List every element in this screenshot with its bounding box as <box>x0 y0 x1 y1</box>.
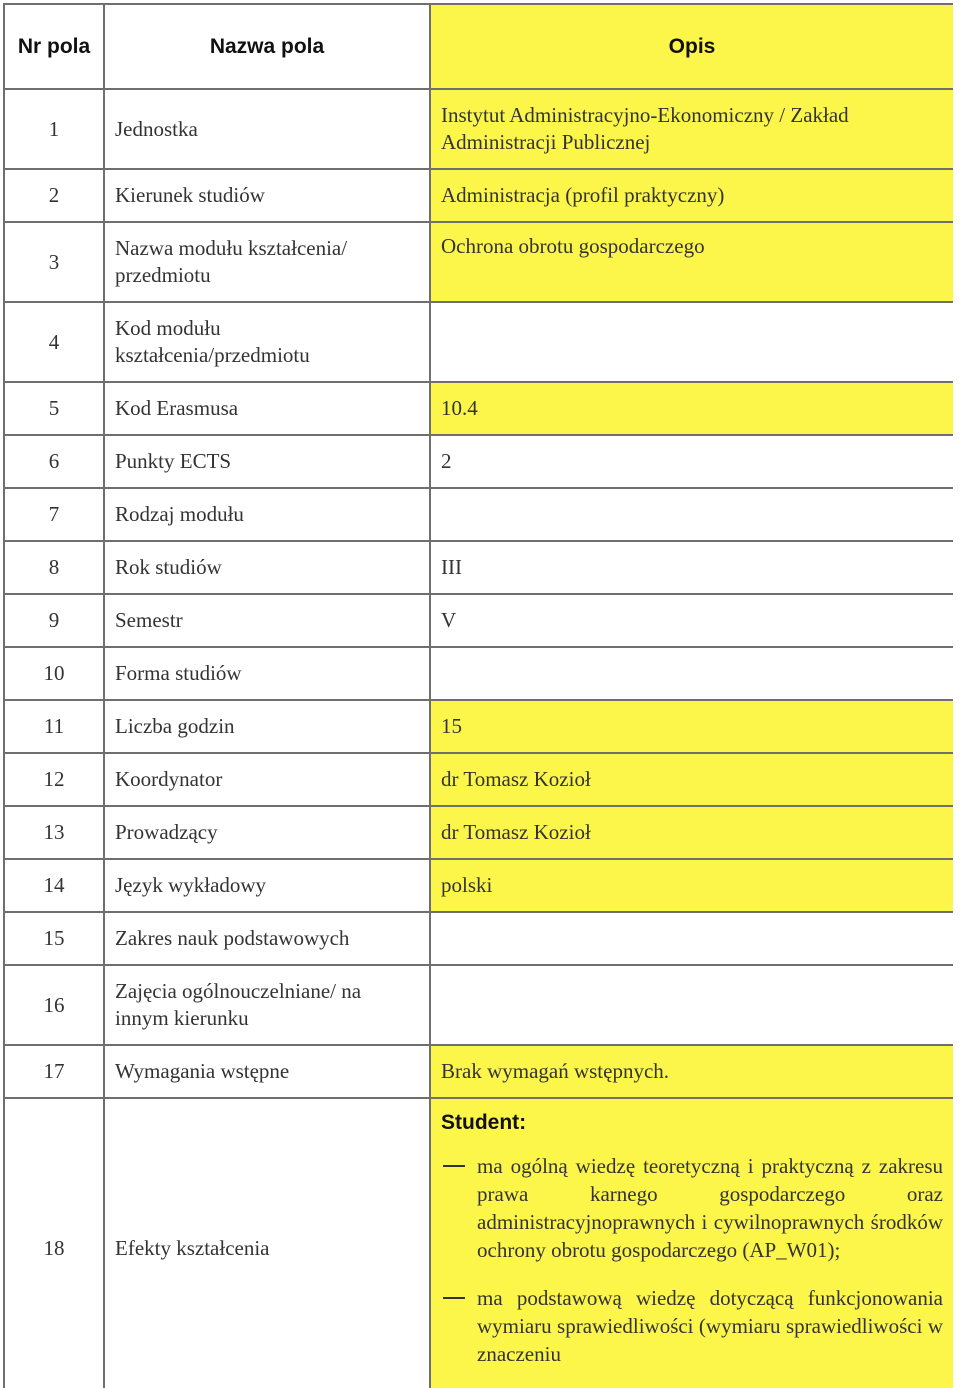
document-page <box>3 3 953 1388</box>
field-name: Prowadzący <box>104 806 430 859</box>
field-value: dr Tomasz Kozioł <box>430 753 953 806</box>
field-value: V <box>430 594 953 647</box>
row-number: 12 <box>4 753 104 806</box>
header-opis: Opis <box>430 4 953 89</box>
table-row <box>4 169 953 222</box>
field-value <box>430 965 953 1045</box>
table-row <box>4 1045 953 1098</box>
field-value: Brak wymagań wstępnych. <box>430 1045 953 1098</box>
row-number: 8 <box>4 541 104 594</box>
table-row <box>4 89 953 169</box>
field-value: Administracja (profil praktyczny) <box>430 169 953 222</box>
table-row <box>4 806 953 859</box>
field-name: Rodzaj modułu <box>104 488 430 541</box>
dash-bullet-icon <box>443 1297 465 1299</box>
list-item <box>441 1284 943 1368</box>
field-name: Semestr <box>104 594 430 647</box>
row-number: 5 <box>4 382 104 435</box>
field-value: dr Tomasz Kozioł <box>430 806 953 859</box>
field-value: polski <box>430 859 953 912</box>
table-row <box>4 753 953 806</box>
field-name: Forma studiów <box>104 647 430 700</box>
row-number: 14 <box>4 859 104 912</box>
row-number: 4 <box>4 302 104 382</box>
field-value: III <box>430 541 953 594</box>
field-name: Kod Erasmusa <box>104 382 430 435</box>
table-row <box>4 541 953 594</box>
row-number: 1 <box>4 89 104 169</box>
field-value: Instytut Administracyjno-Ekonomiczny / Zakład Administracji Publicznej <box>430 89 953 169</box>
row-number: 13 <box>4 806 104 859</box>
table-row <box>4 912 953 965</box>
table-row <box>4 1098 953 1388</box>
outcome-text: ma ogólną wiedzę teoretyczną i praktyczną z zakresu prawa karnego gospodarczego oraz administracyjnoprawnych i cywilnoprawnych środków ochrony obrotu gospodarczego (AP_W01); <box>477 1154 943 1262</box>
field-name: Kod modułu kształcenia/przedmiotu <box>104 302 430 382</box>
table-row <box>4 488 953 541</box>
row-number: 10 <box>4 647 104 700</box>
field-value <box>430 488 953 541</box>
field-name: Nazwa modułu kształcenia/ przedmiotu <box>104 222 430 302</box>
module-description-table <box>3 3 953 1388</box>
table-header-row <box>4 4 953 89</box>
field-value: Ochrona obrotu gospodarczego <box>430 222 953 302</box>
field-name: Liczba godzin <box>104 700 430 753</box>
table-row <box>4 435 953 488</box>
row-number: 11 <box>4 700 104 753</box>
field-value: 2 <box>430 435 953 488</box>
row-number: 6 <box>4 435 104 488</box>
header-nazwa-pola: Nazwa pola <box>104 4 430 89</box>
field-name: Rok studiów <box>104 541 430 594</box>
table-row <box>4 647 953 700</box>
field-value: 15 <box>430 700 953 753</box>
field-name: Zajęcia ogólnouczelniane/ na innym kierunku <box>104 965 430 1045</box>
table-row <box>4 594 953 647</box>
student-label: Student: <box>441 1111 527 1134</box>
field-value <box>430 912 953 965</box>
field-name: Kierunek studiów <box>104 169 430 222</box>
field-value <box>430 647 953 700</box>
table-row <box>4 859 953 912</box>
field-name: Wymagania wstępne <box>104 1045 430 1098</box>
row-number: 16 <box>4 965 104 1045</box>
row-number: 9 <box>4 594 104 647</box>
row-number: 18 <box>4 1098 104 1388</box>
learning-outcomes-cell <box>430 1098 953 1388</box>
field-name: Jednostka <box>104 89 430 169</box>
table-row <box>4 382 953 435</box>
table-row <box>4 222 953 302</box>
field-value: 10.4 <box>430 382 953 435</box>
row-number: 15 <box>4 912 104 965</box>
list-item <box>441 1152 943 1264</box>
field-name: Punkty ECTS <box>104 435 430 488</box>
table-row <box>4 302 953 382</box>
field-value <box>430 302 953 382</box>
row-number: 2 <box>4 169 104 222</box>
row-number: 3 <box>4 222 104 302</box>
field-name: Zakres nauk podstawowych <box>104 912 430 965</box>
field-name: Język wykładowy <box>104 859 430 912</box>
row-number: 17 <box>4 1045 104 1098</box>
field-name: Koordynator <box>104 753 430 806</box>
table-row <box>4 700 953 753</box>
header-nr-pola: Nr pola <box>4 4 104 89</box>
outcome-text: ma podstawową wiedzę dotyczącą funkcjonowania wymiaru sprawiedliwości (wymiaru sprawiedliwości w znaczeniu <box>477 1286 943 1366</box>
table-row <box>4 965 953 1045</box>
dash-bullet-icon <box>443 1165 465 1167</box>
row-number: 7 <box>4 488 104 541</box>
learning-outcomes-list <box>441 1152 943 1368</box>
field-name: Efekty kształcenia <box>104 1098 430 1388</box>
